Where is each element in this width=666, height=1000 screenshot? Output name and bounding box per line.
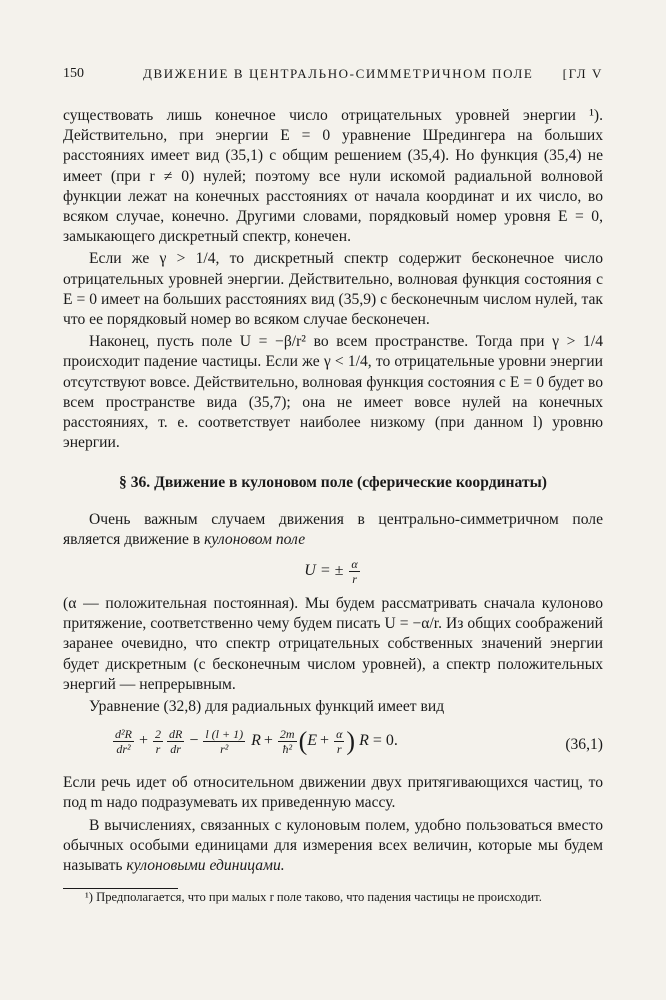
eq-t6-num: α: [336, 727, 343, 742]
eq-t3-den: dr: [170, 742, 181, 757]
formula-lhs: U = ±: [304, 562, 344, 580]
section-heading: § 36. Движение в кулоновом поле (сферические координаты): [119, 474, 547, 492]
paragraph-8-text: В вычислениях, связанных с кулоновым полем, удобно пользоваться вместо обычных особыми единицами для измерения всех величин, которые мы будем называть: [63, 816, 603, 875]
paragraph-5: (α — положительная постоянная). Мы будем рассматривать сначала кулоново притяжение, соответственно чему будем писать U = −α/r. Из общих соображений заранее очевидно, что спектр отрицательных собственных значений энергии будет дискретным (с бесконечным числом уровней), а спектр положительных энергий — непрерывным.: [63, 595, 603, 693]
paragraph-2: Если же γ > 1/4, то дискретный спектр содержит бесконечное число отрицательных уровней энергии. Действительно, волновая функция состояния с E = 0 имеет на больших расстояниях вид (35,9) с бесконечным числом нулей, так что ее порядковый номер во всяком случае бесконечен.: [63, 250, 603, 329]
formula-numerator: α: [351, 557, 358, 572]
eq-t4-den: r²: [220, 742, 229, 757]
footnote: ¹) Предполагается, что при малых r поле таково, что падения частицы не происходит.: [85, 890, 542, 905]
formula-denominator: r: [352, 572, 357, 587]
eq-term-4: [203, 727, 245, 756]
page-header: [63, 66, 603, 88]
eq-term-1: [113, 727, 134, 756]
paragraph-6: Уравнение (32,8) для радиальных функций имеет вид: [89, 698, 445, 716]
equation-body: $\frac{\text{d²R}}{\text{dr²}}$ + $\frac{2}{r}$ $\frac{dR}{dr}$ − $\frac{l (l + 1)}{\text{r²}}$ R + $\frac{2m}{\text{ħ²}}$ (E + $\frac{\alpha}{r}$ ) R = 0.: [115, 726, 398, 757]
eq-zero: = 0.: [372, 732, 398, 750]
formula-fraction: [349, 557, 359, 586]
paragraph-1: существовать лишь конечное число отрицательных уровней энергии ¹). Действительно, при энергии E = 0 уравнение Шредингера на больших расстояниях имеет вид (35,1) с общим решением (35,4). Но функция (35,4) не имеет (при r ≠ 0) нулей; поэтому все нули искомой радиальной волновой функции лежат на конечных расстояниях от начала координат и их число, во всяком случае, конечно. Другими словами, порядковый номер уровня E = 0, замыкающего дискретный спектр, конечен.: [63, 107, 603, 246]
eq-t2-den: r: [155, 742, 161, 757]
radial-equation: [63, 723, 603, 767]
eq-term-5: [278, 727, 297, 756]
eq-term-2: [153, 727, 163, 756]
book-page: [63, 66, 603, 906]
page-body: [63, 106, 603, 906]
running-title: ДВИЖЕНИЕ В ЦЕНТРАЛЬНО-СИММЕТРИЧНОМ ПОЛЕ: [143, 66, 534, 81]
equation-number: (36,1): [565, 736, 603, 754]
eq-term-6: [334, 727, 344, 756]
chapter-label: [ГЛ V: [562, 66, 603, 81]
paragraph-7: Если речь идет об относительном движении двух притягивающихся частиц, то под m надо подразумевать их приведенную массу.: [63, 774, 603, 812]
paragraph-4: [63, 510, 603, 550]
paragraph-8: [63, 816, 603, 877]
eq-t6-den: r: [336, 742, 342, 757]
eq-t2-num: 2: [154, 727, 161, 742]
eq-t5-num: 2m: [279, 727, 295, 742]
eq-R2: R: [359, 732, 369, 750]
eq-t3-num: dR: [168, 727, 183, 742]
coulomb-potential-formula: [63, 557, 603, 586]
eq-t1-den: dr²: [116, 742, 131, 757]
paragraph-3: Наконец, пусть поле U = −β/r² во всем пространстве. Тогда при γ > 1/4 происходит падение частицы. Если же γ < 1/4, то отрицательные уровни энергии отсутствуют вовсе. Действительно, волновая функция состояния с E = 0 будет во всем пространстве вида (35,7); она не имеет вовсе нулей на конечных расстояниях, т. е. соответствует наиболее низкому (при данном l) уровню энергии.: [63, 333, 603, 452]
eq-term-3: [167, 727, 184, 756]
page-number: 150: [63, 66, 84, 81]
paragraph-4-text: Очень важным случаем движения в центрально-симметричном поле является движение в: [63, 510, 603, 548]
eq-t5-den: ħ²: [282, 742, 293, 757]
paragraph-8-emphasis: кулоновыми единицами.: [126, 857, 285, 875]
eq-E: E: [307, 732, 318, 750]
eq-t4-num: l (l + 1): [205, 727, 244, 742]
paragraph-4-emphasis: кулоновом поле: [204, 530, 306, 548]
eq-t1-num: d²R: [115, 727, 132, 742]
eq-R: R: [251, 732, 261, 750]
